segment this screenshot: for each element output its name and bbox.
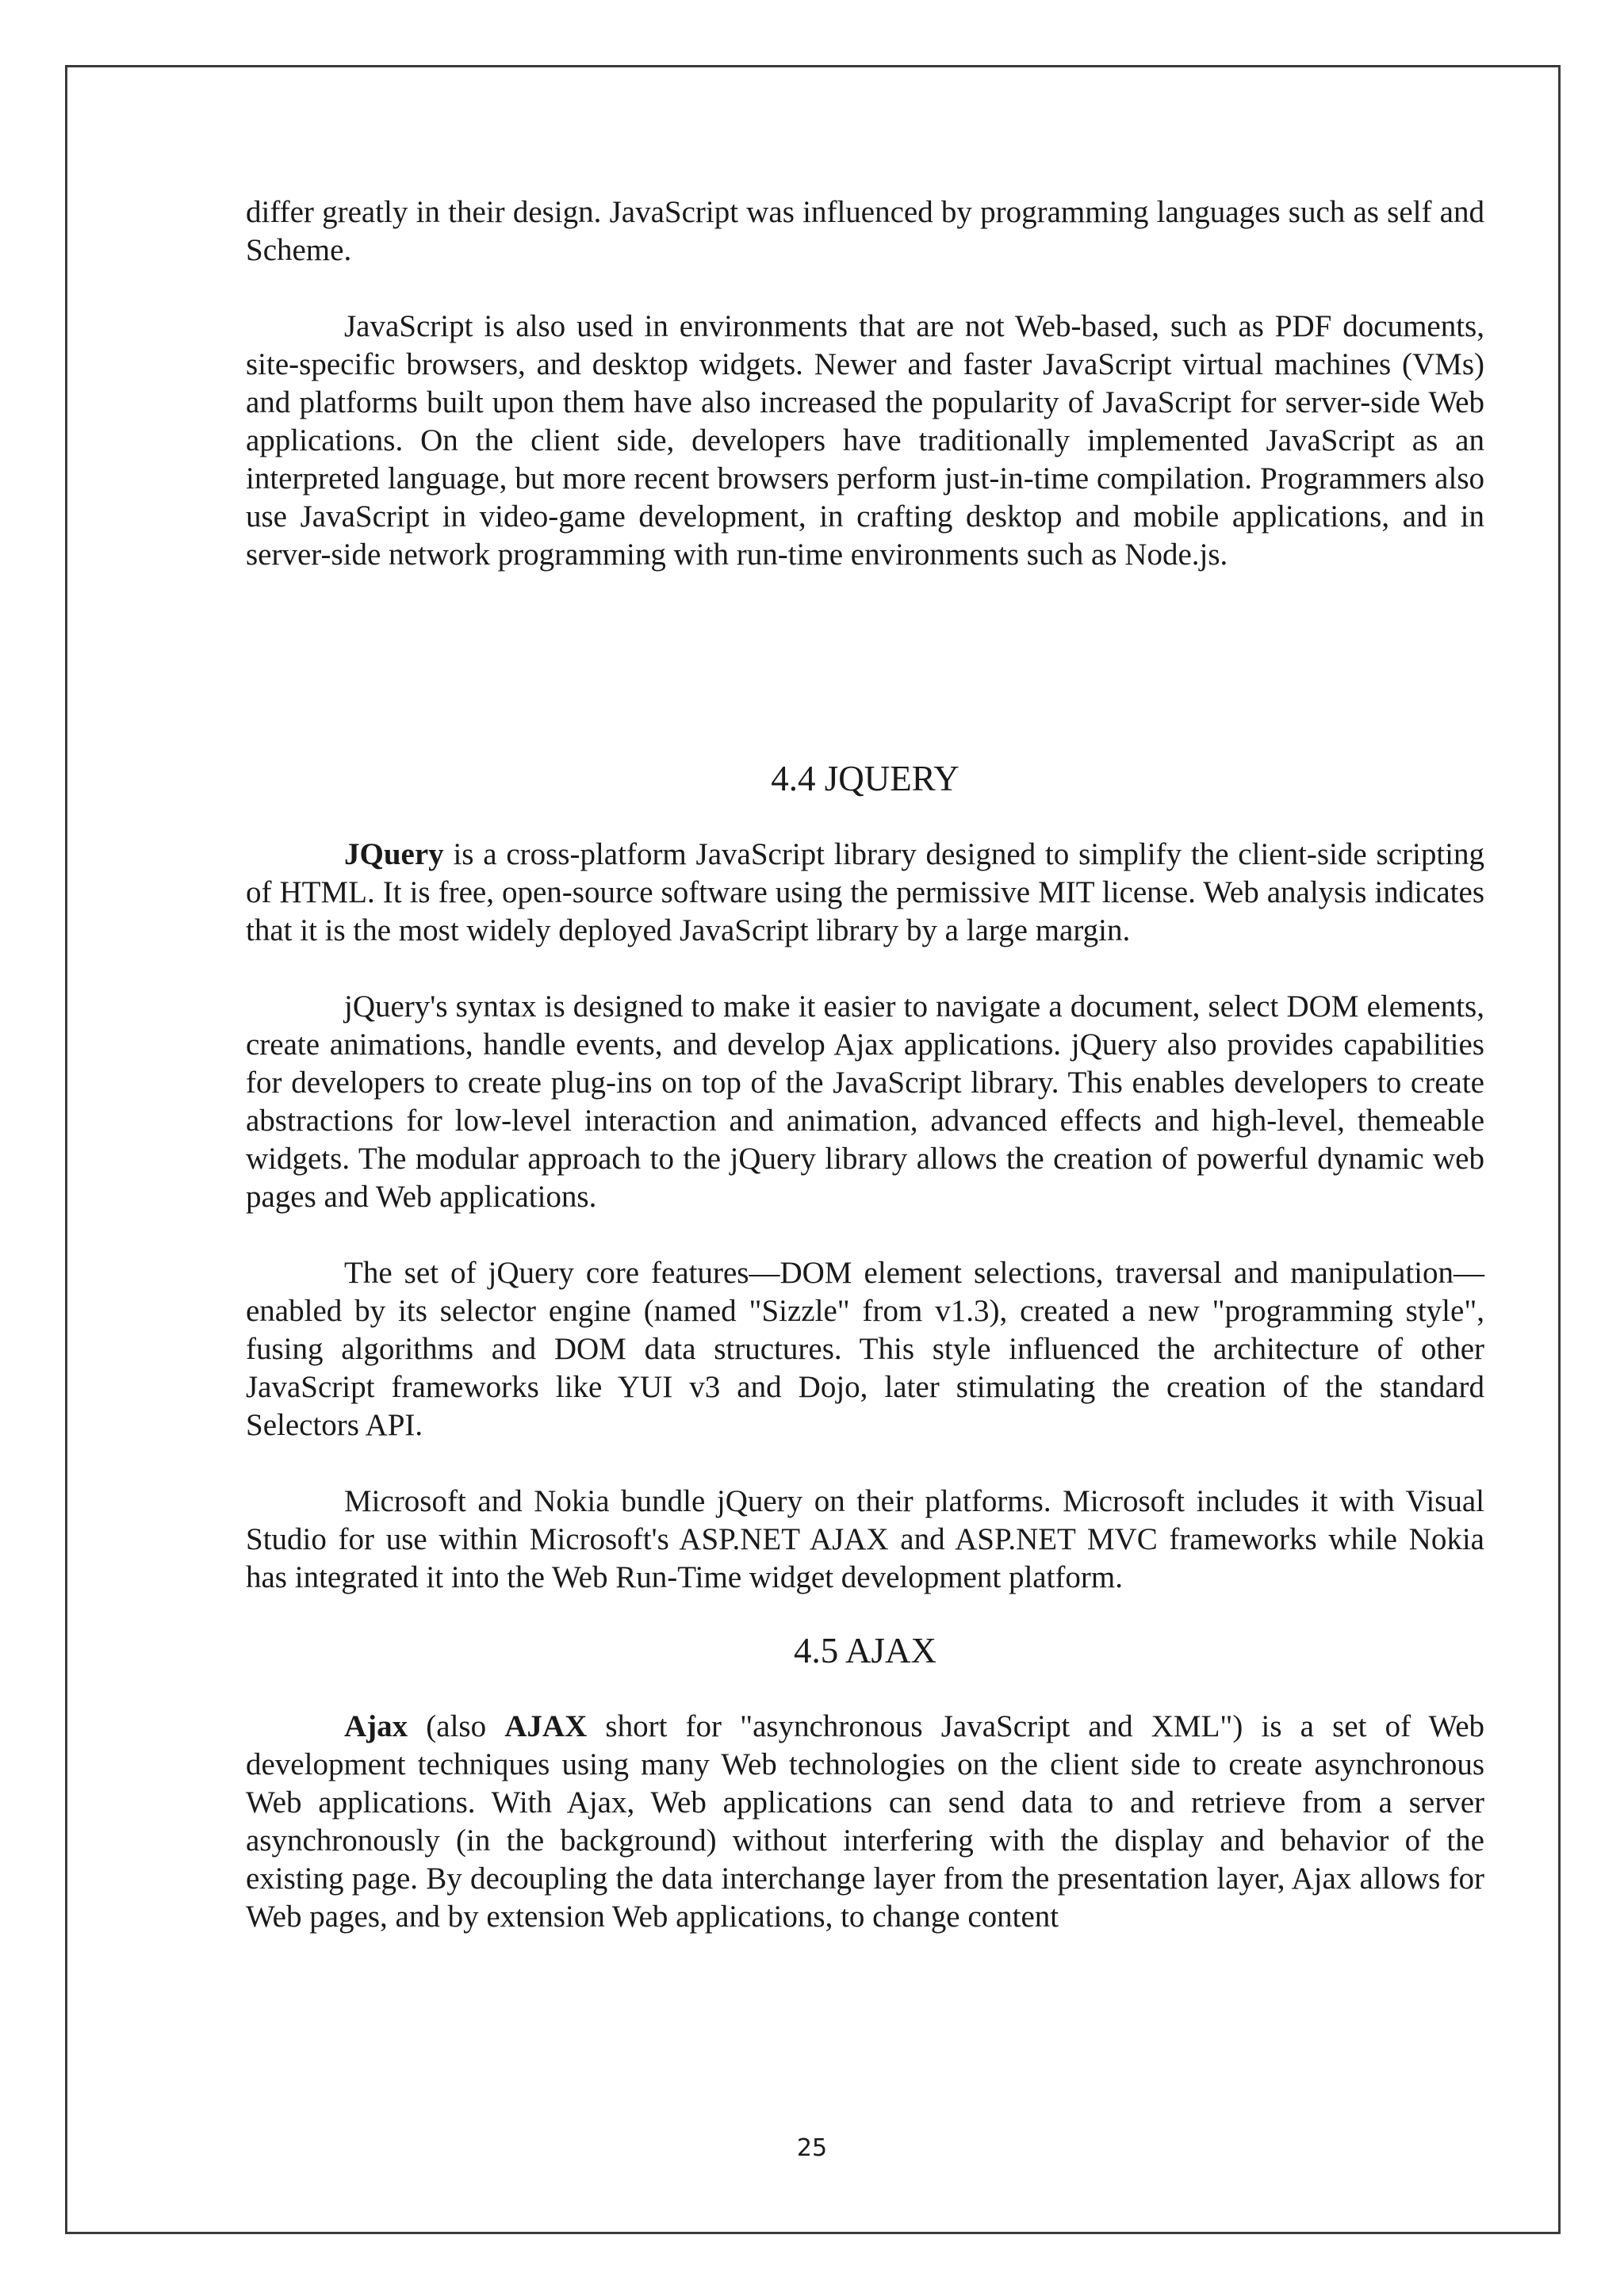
paragraph-ajax-text-a: (also	[408, 1709, 505, 1743]
section-heading-jquery: 4.4 JQUERY	[771, 759, 959, 798]
term-ajax-caps: AJAX	[504, 1709, 588, 1743]
section-heading-ajax: 4.5 AJAX	[793, 1631, 937, 1670]
paragraph-jquery-core-features: The set of jQuery core features—DOM element selections, traversal and manipulation—enabled by its selector engine (named "Sizzle" from v1.3), created a new "programming style", fusing algorithms and DOM data structures. This style influenced the architecture of other JavaScript frameworks like YUI v3 and Dojo, later stimulating the creation of the standard Selectors API.	[246, 1256, 1484, 1442]
paragraph-ajax-intro	[246, 1708, 1484, 1936]
paragraph-javascript-environments: JavaScript is also used in environments that are not Web-based, such as PDF documents, site-specific browsers, and desktop widgets. Newer and faster JavaScript virtual machines (VMs) and platforms built upon them have also increased the popularity of JavaScript for server-side Web applications. On the client side, developers have traditionally implemented JavaScript as an interpreted language, but more recent browsers perform just-in-time compilation. Programmers also use JavaScript in video-game development, in crafting desktop and mobile applications, and in server-side network programming with run-time environments such as Node.js.	[246, 309, 1484, 572]
paragraph-jquery-platforms: Microsoft and Nokia bundle jQuery on their platforms. Microsoft includes it with Visual Studio for use within Microsoft's ASP.NET AJAX and ASP.NET MVC frameworks while Nokia has integrated it into the Web Run-Time widget development platform.	[246, 1484, 1484, 1594]
paragraph-jquery-syntax: jQuery's syntax is designed to make it easier to navigate a document, select DOM elements, create animations, handle events, and develop Ajax applications. jQuery also provides capabilities for developers to create plug-ins on top of the JavaScript library. This enables developers to create abstractions for low-level interaction and animation, advanced effects and high-level, themeable widgets. The modular approach to the jQuery library allows the creation of powerful dynamic web pages and Web applications.	[246, 989, 1484, 1214]
term-jquery: JQuery	[344, 837, 444, 871]
paragraph-jquery-intro-text: is a cross-platform JavaScript library designed to simplify the client-side scripting of HTML. It is free, open-source software using the permissive MIT license. Web analysis indicates that it is the most widely deployed JavaScript library by a large margin.	[246, 837, 1484, 947]
paragraph-jquery-intro	[246, 836, 1484, 950]
term-ajax: Ajax	[344, 1709, 408, 1743]
page-number: 25	[796, 2134, 828, 2162]
page-content	[246, 193, 1484, 1936]
paragraph-ajax-text-b: short for "asynchronous JavaScript and XML") is a set of Web development techniques using many Web technologies on the client side to create asynchronous Web applications. With Ajax, Web applications can send data to and retrieve from a server asynchronously (in the background) without interfering with the display and behavior of the existing page. By decoupling the data interchange layer from the presentation layer, Ajax allows for Web pages, and by extension Web applications, to change content	[246, 1709, 1484, 1934]
paragraph-continuation: differ greatly in their design. JavaScript was influenced by programming languages such as self and Scheme.	[246, 195, 1484, 267]
